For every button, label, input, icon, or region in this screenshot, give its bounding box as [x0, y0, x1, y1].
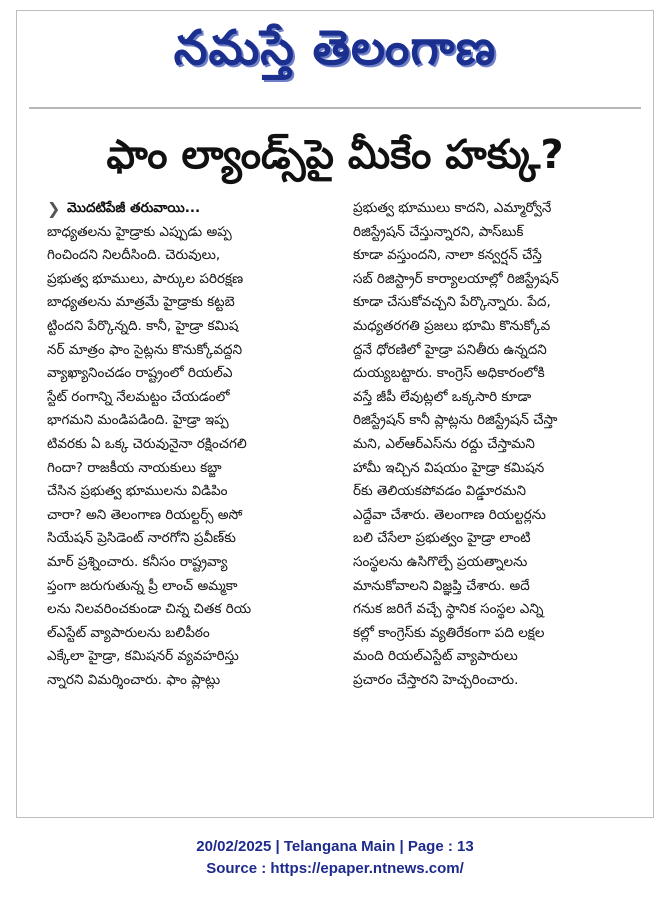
- article-text-line: మని, ఎల్‌ఆర్‌ఎస్‌ను రద్దు చేస్తామని: [353, 435, 535, 452]
- article-text-line: లను నిలవరించకుండా చిన్న చితక రియ: [47, 601, 252, 618]
- article-text-line: ఎక్కేలా హైడ్రా, కమిషనర్ వ్యవహరిస్తు: [47, 648, 239, 665]
- article-text-line: బలి చేసేలా ప్రభుత్వం హైడ్రా లాంటి: [353, 530, 531, 547]
- article-text-line: నర్ మాత్రం ఫాం సైట్లను కొనుక్కోవద్దని: [47, 341, 243, 358]
- article-text-line: ప్రచారం చేస్తారని హెచ్చరించారు.: [353, 671, 519, 688]
- article-text-line: ర్‌కు తెలియకపోవడం విడ్డూరమని: [353, 483, 527, 500]
- page-footer: [0, 836, 670, 880]
- newspaper-clipping: [16, 10, 654, 818]
- article-text-line: బాధ్యతలను మాత్రమే హైడ్రాకు కట్టబె: [47, 294, 235, 311]
- article-headline: ఫాం ల్యాండ్స్‌పై మీకేం హక్కు?: [106, 132, 564, 178]
- article-text-line: గనుక జరిగే వచ్చే స్థానిక సంస్థల ఎన్ని: [353, 601, 544, 618]
- article-text-line: కల్లో కాంగ్రెస్‌కు వ్యతిరేకంగా పది లక్షల: [353, 624, 545, 641]
- article-text-line: ఎద్దేవా చేశారు. తెలంగాణ రియల్టర్లను: [353, 506, 546, 523]
- article-text-line: ట్టిందని పేర్కొన్నది. కానీ, హైడ్రా కమిష: [47, 317, 239, 334]
- article-text-line: టివరకు ఏ ఒక్క చెరువునైనా రక్షించగలి: [47, 435, 247, 452]
- article-text-line: వస్తే జీపీ లేవుట్లలో ఒక్కసారి కూడా: [353, 388, 532, 405]
- article-text-line: దుయ్యబట్టారు. కాంగ్రెస్ అధికారంలోకి: [353, 365, 545, 382]
- article-body: [47, 197, 643, 797]
- left-column-lines: [47, 221, 337, 693]
- article-text-line: ల్‌ఎస్టేట్ వ్యాపారులను బలిపీఠం: [47, 624, 210, 641]
- article-text-line: మానుకోవాలని విజ్ఞప్తి చేశారు. అదే: [353, 577, 530, 594]
- article-text-line: హామీ ఇచ్చిన విషయం హైడ్రా కమిషన: [353, 459, 545, 476]
- article-text-line: ప్రభుత్వ భూములు, పార్కుల పరిరక్షణ: [47, 270, 244, 287]
- article-text-line: మధ్యతరగతి ప్రజలు భూమి కొనుక్కోవ: [353, 317, 551, 334]
- chevron-right-icon: ❯: [47, 198, 61, 218]
- continued-label: మొదటిపేజీ తరువాయి...: [67, 200, 201, 216]
- article-text-line: రిజిస్ట్రేషన్ కానీ ప్లాట్లను రిజిస్ట్రేషన్ చేస్తా: [353, 412, 558, 429]
- right-column-lines: [353, 197, 643, 692]
- article-text-line: ప్రభుత్వ భూములు కాదని, ఎమ్మార్వోనే: [353, 200, 552, 216]
- footer-source: Source : https://epaper.ntnews.com/: [206, 860, 464, 877]
- article-text-line: న్నారని విమర్శించారు. ఫాం ప్లాట్లు: [47, 671, 221, 688]
- article-text-line: సియేషన్ ప్రెసిడెంట్ నారగోని ప్రవీణ్‌కు: [47, 530, 236, 547]
- article-text-line: ప్తంగా జరుగుతున్న ప్రీ లాంచ్ అమ్మకా: [47, 577, 238, 594]
- article-text-line: రిజిస్ట్రేషన్ చేస్తున్నారని, పాస్‌బుక్: [353, 223, 524, 240]
- masthead-title: నమస్తే తెలంగాణ: [173, 20, 497, 76]
- article-left-column: [47, 197, 337, 797]
- article-text-line: ద్దనే ధోరణిలో హైడ్రా పనితీరు ఉన్నదని: [353, 341, 547, 358]
- article-text-line: మార్ ప్రశ్నించారు. కనీసం రాష్ట్రవ్యా: [47, 553, 228, 570]
- masthead-divider: [29, 107, 641, 109]
- continued-marker: [47, 197, 337, 221]
- article-right-column: [353, 197, 643, 797]
- article-text-line: గిందా? రాజకీయ నాయకులు కబ్జా: [47, 459, 222, 476]
- article-text-line: వ్యాఖ్యానించడం రాష్ట్రంలో రియల్‌ఎ: [47, 365, 233, 382]
- article-text-line: బాధ్యతలను హైడ్రాకు ఎప్పుడు అప్ప: [47, 223, 232, 240]
- article-text-line: గించిందని నిలదీసింది. చెరువులు,: [47, 247, 221, 264]
- article-text-line: కూడా చేసుకోవచ్చని పేర్కొన్నారు. పేద,: [353, 294, 551, 311]
- article-text-line: మంది రియల్‌ఎస్టేట్ వ్యాపారులు: [353, 648, 518, 665]
- article-text-line: స్టేట్ రంగాన్ని నేలమట్టం చేయడంలో: [47, 388, 230, 405]
- article-text-line: సంస్థలను ఉసిగొల్పే ప్రయత్నాలను: [353, 553, 528, 570]
- article-text-line: భాగమని మండిపడింది. హైడ్రా ఇప్ప: [47, 412, 229, 429]
- article-text-line: కూడా వస్తుందని, నాలా కన్వర్షన్ చేస్తే: [353, 247, 542, 264]
- article-text-line: చేసిన ప్రభుత్వ భూములను విడిపిం: [47, 483, 228, 500]
- article-text-line: చారా? అని తెలంగాణ రియల్టర్స్ అసో: [47, 506, 243, 523]
- article-text-line: సబ్ రిజిస్ట్రార్ కార్యాలయాల్లో రిజిస్ట్రేషన్: [353, 270, 559, 287]
- footer-edition-info: 20/02/2025 | Telangana Main | Page : 13: [196, 838, 474, 855]
